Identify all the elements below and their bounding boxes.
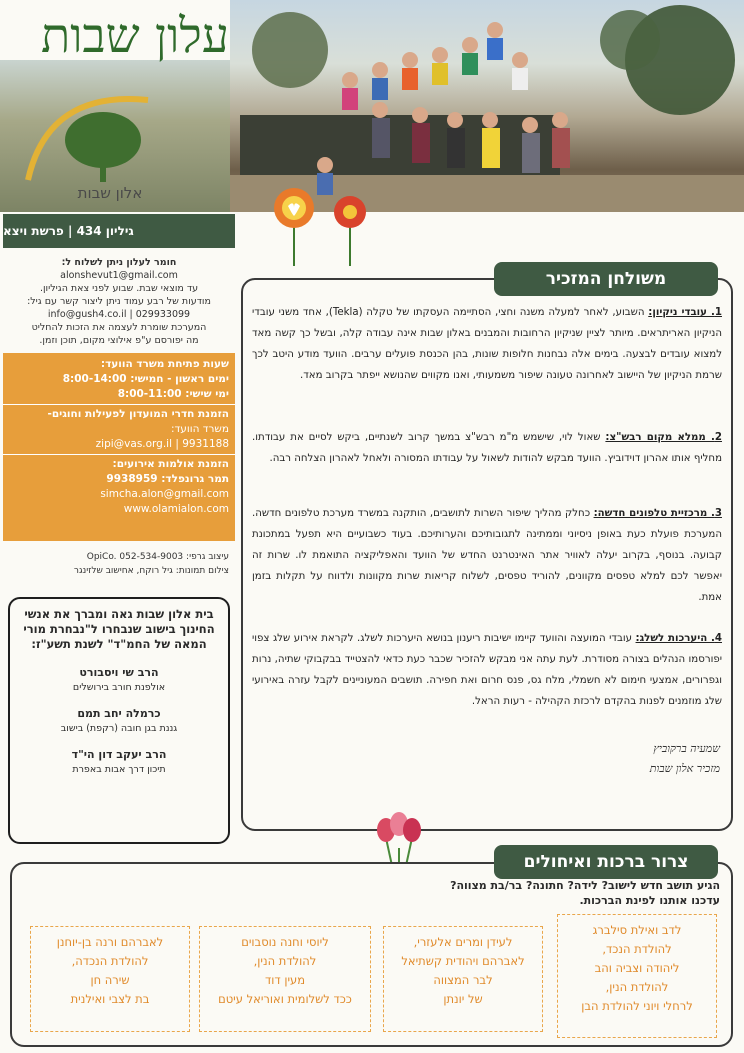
- honor-box: [8, 597, 230, 844]
- greeting-line: שירה חן: [90, 973, 130, 987]
- greeting-line: לעידן ומרים אלעזרי,: [413, 935, 513, 949]
- credit-design: עיצוב גרפי: OpiCo. 052-534-9003: [86, 552, 229, 562]
- flowers-icon: [266, 186, 376, 266]
- header-photo: [230, 0, 744, 212]
- article-key: 1. עובדי ניקיון:: [648, 307, 722, 318]
- secretary-heading: משולחן המזכיר: [494, 262, 718, 296]
- contact-line: חומר לעלון ניתן לשלוח ל:: [61, 257, 177, 268]
- article-snow: [252, 628, 722, 712]
- greeting-line: של יונתן: [443, 992, 483, 1006]
- greeting-line: ליוסי וחנה נוסבוים: [241, 935, 329, 949]
- halls-heading: הזמנת אולמות אירועים:: [112, 458, 229, 470]
- greeting-card: [199, 926, 371, 1032]
- halls-email[interactable]: simcha.alon@gmail.com: [100, 488, 229, 500]
- logo-title: עלון שבות: [40, 8, 230, 64]
- greeting-line: ככד לשלומית ואוריאל עיטם: [218, 992, 352, 1006]
- logo-tree-icon: [18, 80, 158, 190]
- greeting-line: בת לצבי ואילנית: [70, 992, 150, 1006]
- greeting-line: לרחלי ויוני להולדת הבן: [581, 999, 693, 1013]
- article-text: כחלק מהליך שיפור השרות לתושבים, הותקנה במשרד מערכת טלפונים חדשה. המערכת פועלת כעת באופן ניסיוני וממתינה לתגובותיכם והערותיכם. בעוד כשבועיים היא תפעל במתכונת קבועה. בנוסף, בקרוב יעלה לאוויר אתר האינטרנט החדש של הוועד והאפליקציה התואמת לו. שרות זה יאפשר לכם למלא טפסים מקוונים, להוריד טפסים, לשלוח קריאות שרות מקוונות ולדווח על תקלות בזמן אמת.: [252, 508, 722, 603]
- office-heading: שעות פתיחת משרד הוועד:: [100, 358, 229, 370]
- honor-title: בית אלון שבות גאה ומברך את אנשי החינוך בישוב שנבחרו ל"נבחרת מורי המאה של החמ"ד" לשנת תשע"ז:: [23, 607, 215, 651]
- article-text: עובדי המועצה והוועד קיימו ישיבות ריענון בנושא היערכות לשלג. לקראת אירוע שלג צפוי יפורסמו הנהלים בצורה מסודרת. לעת עתה אני מבקש להזכיר שכבר כעת כדאי להצטייד בבקבוקי שתיה, נרות וגפרורים, אמצעי חימום לא חשמלי, מלח גס, פנס חרום ואת חפירה. תושבים המעוניינים לקבל עזרה באירועי שלג מוזמנים לפנות בהקדם לרכזת הקהילה - רעות הראל.: [252, 633, 722, 707]
- contact-line: info@gush4.co.il | 029933099: [47, 309, 191, 320]
- office-info-box: [3, 353, 235, 541]
- greeting-line: לאברהם ויהודית קשתיאל: [401, 954, 525, 968]
- article-key: 3. מרכזיית טלפונים חדשה:: [593, 508, 722, 519]
- article-text: שאול לוי, שישמש מ"מ רבש"צ במשך קרוב לשנתיים, ביקש לסיים את עבודתו. מחליף אותו אהרון דוידוביץ. הוועד מבקש להודות לשאול על עבודתו המסורה ולאחל לאהרון הצלחה רבה.: [252, 432, 722, 464]
- credit-photos: צילום תמונות: גיל רוקח, אחישוב שלזינגר: [73, 566, 229, 576]
- group-photo-illustration: [230, 0, 744, 212]
- rooms-heading: הזמנת חדרי המועדון לפעילות וחוגים-: [47, 408, 229, 420]
- signature-title: מזכיר אלון שבות: [649, 762, 720, 775]
- greeting-card: [30, 926, 190, 1032]
- article-key: 2. ממלא מקום רבש"צ:: [605, 432, 722, 443]
- honor-place: תיכון דרך אבות באפרת: [72, 764, 166, 775]
- greetings-heading: צרור ברכות ואיחולים: [494, 845, 718, 879]
- rooms-line: משרד הוועד:: [171, 423, 229, 435]
- contact-info: [3, 256, 235, 347]
- greeting-card: [557, 914, 717, 1038]
- issue-bar: גיליון 434 | פרשת ויצא: [3, 214, 235, 248]
- greeting-line: ליהודה וצביה והב: [594, 961, 680, 975]
- article-cleaning: [252, 302, 722, 386]
- signature-name: שמעיה ברקוביץ: [653, 742, 720, 755]
- article-deputy: [252, 427, 722, 469]
- office-hours-friday: ימי שישי: 8:00-11:00: [117, 388, 229, 400]
- office-hours-weekdays: ימים ראשון - חמישי: 8:00-14:00: [62, 373, 229, 385]
- honor-name: הרב יעקב דון הי"ד: [71, 748, 167, 761]
- greeting-line: להולדת הנין,: [253, 954, 317, 968]
- contact-line: מודעות של רבע עמוד ניתן ליצור קשר עם גיל:: [27, 296, 211, 307]
- halls-contact: תמר גרונפלד: 9938959: [106, 473, 229, 485]
- contact-line: עד מוצאי שבת. שבוע לפני צאת הגיליון.: [39, 283, 199, 294]
- greeting-line: להולדת הנכד,: [602, 942, 672, 956]
- contact-email[interactable]: alonshevut1@gmail.com: [60, 270, 178, 281]
- logo-caption: אלון שבות: [77, 184, 143, 202]
- rooms-contact: zipi@vas.org.il | 9931188: [95, 438, 229, 450]
- honor-name: הרב שי ויסבורט: [79, 666, 159, 679]
- halls-website[interactable]: www.olamialon.com: [123, 503, 229, 515]
- article-text: השבוע, לאחר למעלה משנה וחצי, הסתיימה העסקתו של טקלה (Tekla), אחד משני עובדי הניקיון האריתראים. מיותר לציין שניקיון הרחובות והמבנים באלון שבות אינה עבודה קלה, ובשל כך קשה מאד למצוא עובדים לבצעה. בימים אלה נבחנות חלופות שונות, בהן הכנסת פועלים ערבים. הוועד מודע היטב לכך שרמת הניקיון של היישוב לאחרונה טעונה שיפור משמעותי, ואנו מקווים שהנושא ייפתר בקרוב מאד.: [252, 307, 722, 381]
- greeting-line: להולדת הנכדה,: [71, 954, 149, 968]
- greeting-line: להולדת הנין,: [605, 980, 669, 994]
- article-phones: [252, 503, 722, 608]
- greeting-line: לאברהם ורנה בן-יוחנן: [56, 935, 164, 949]
- honor-name: כרמלה יחב תמם: [77, 707, 161, 720]
- greeting-line: לבר המצווה: [433, 973, 493, 987]
- signature: [560, 739, 720, 779]
- honor-place: גננת בגן חובה (רקפת) בישוב: [60, 723, 178, 734]
- greeting-card: [383, 926, 543, 1032]
- honor-place: אולפנת חורב בירושלים: [72, 682, 166, 693]
- greetings-intro: הגיע תושב חדש לישוב? לידה? חתונה? בר/בת מצווה? עדכנו אותנו לפינת הברכות.: [450, 879, 720, 907]
- article-key: 4. היערכות לשלג:: [635, 633, 722, 644]
- credits: [3, 550, 235, 578]
- contact-line: מה יפורסם ע"פ אילוצי מקום, תוכן וזמן.: [39, 335, 199, 346]
- greeting-line: מעין דוד: [264, 973, 306, 987]
- contact-line: המערכת שומרת לעצמה את הזכות להחליט: [31, 322, 207, 333]
- greeting-line: לדב ואילת סילברג: [592, 923, 682, 937]
